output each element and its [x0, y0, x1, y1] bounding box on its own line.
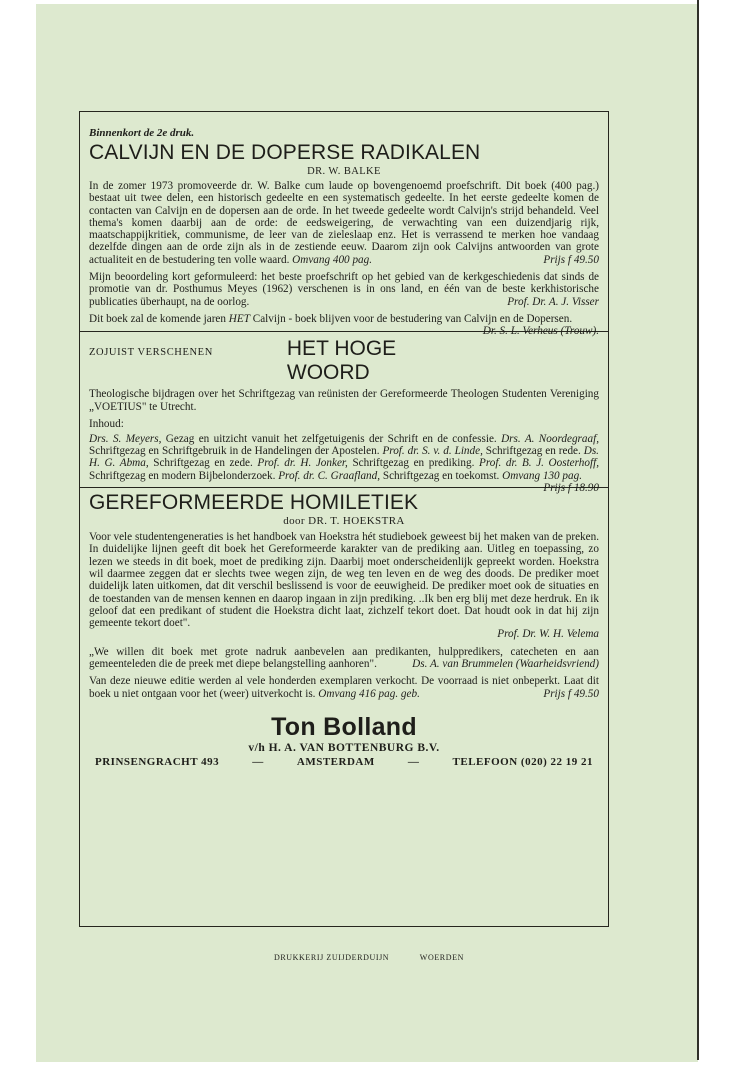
section2-kicker: ZOJUIST VERSCHENEN — [89, 347, 213, 359]
section1-paragraph2-signature: Prof. Dr. A. J. Visser — [507, 295, 599, 308]
publisher-city: AMSTERDAM — [296, 755, 375, 768]
publisher-name: Ton Bolland — [271, 712, 417, 741]
publisher-dash-1: — — [252, 755, 264, 768]
section2-header — [89, 337, 483, 385]
section1-paragraph3-text-a: Dit boek zal de komende jaren — [89, 312, 229, 325]
contents-item-author: Drs. A. Noordegraaf, — [501, 432, 599, 445]
section1-paragraph3 — [89, 312, 599, 338]
contents-item-author: Prof. dr. B. J. Oosterhoff, — [479, 457, 599, 470]
section3-price: Prijs f 49.50 — [543, 687, 599, 700]
section3-paragraph3-text: Van deze nieuwe editie werden al vele honderden exemplaren verkocht. De voorraad is niet onbeperkt. Laat dit boek u niet ontgaan voor het (weer) uitverkocht is. — [89, 675, 599, 700]
publisher-dash-2: — — [407, 755, 420, 768]
section1-paragraph3-text-b: Calvijn - boek blijven voor de bestudering van Calvijn en de Dopersen. — [249, 312, 573, 325]
section3-title: GEREFORMEERDE HOMILETIEK — [89, 491, 419, 515]
contents-item-title: Schriftgezag en prediking. — [347, 457, 479, 470]
divider-2 — [80, 487, 608, 488]
section3-paragraph1-signature: Prof. Dr. W. H. Velema — [497, 628, 599, 641]
publisher-sub: v/h H. A. VAN BOTTENBURG B.V. — [248, 741, 440, 754]
section1-paragraph1-text: In de zomer 1973 promoveerde dr. W. Balke cum laude op bovengenoemd proefschrift. Dit boek (400 pag.) bestaat uit twee delen, een historisch gedeelte en een systematisch gedeelte. In het eerste gedeelte komen de contacten van Calvijn en de dopersen aan de orde. In het tweede gedeelte wordt Calvijn's strijd behandeld. Veel thema's komen daarbij aan de orde: de eedsweigering, de verwachting van een duizendjarig rijk, maatschappijkritiek, communisme, de leer van de zieleslaap enz. Het is verrassend te merken hoe vandaag dezelfde dingen aan de orde zijn als in de zestiende eeuw. Daarom zijn ook Calvijns antwoorden van grote actualiteit en de bestudering ten volle waard. — [89, 180, 599, 266]
section1-kicker: Binnenkort de 2e druk. — [89, 127, 195, 139]
printer-name: DRUKKERIJ ZUIJDERDUIJN — [273, 953, 390, 962]
contents-item-title: Schriftgezag en toekomst. — [380, 469, 503, 482]
contents-item-author: Prof. dr. C. Graafland, — [278, 469, 381, 482]
section1-price: Prijs f 49.50 — [543, 253, 599, 266]
printer-city: WOERDEN — [419, 953, 464, 962]
section1-size: Omvang 400 pag. — [292, 253, 373, 266]
section2-contents-list — [89, 432, 599, 495]
contents-item-author: Prof. dr. S. v. d. Linde, — [382, 445, 483, 458]
contents-item-author: Drs. S. Meyers, — [89, 432, 162, 445]
section2-title: HET HOGE WOORD — [286, 337, 397, 385]
section1-paragraph2 — [89, 271, 599, 308]
section3-paragraph2 — [89, 646, 599, 671]
printer-line — [0, 953, 738, 962]
section1-paragraph2-text: Mijn beoordeling kort geformuleerd: het beste proefschrift op het gebied van de kerkgeschiedenis dat sinds de promotie van dr. Posthumus Meyes (1962) verschenen is in ons land, en één van de beste kerkhistorische publicaties überhaupt, na de oorlog. — [89, 271, 599, 308]
section3-paragraph1: Voor vele studentengeneraties is het handboek van Hoekstra hét studieboek geweest bij het maken van de preken. In duidelijke lijnen geeft dit boek het Gereformeerde karakter van de prediking aan. Uitleg en toepassing, zo lezen we steeds in dit boek, moet de prediking zijn. Daarbij moet onderscheidenlijk gepreekt worden. Hoekstra wil daarmee zeggen dat er slechts twee wegen zijn, de weg ten leven en de weg des doods. De prediker moet duidelijk laten uitkomen, dat dit verschil beslissend is voor de eeuwigheid. De prediker moet ook de situaties en de toestanden van de mensen kennen en daarop ingaan in zijn prediking. ..Ik ben erg blij met deze herdruk. En ik geloof dat een predikant of student die Hoekstra dicht laat, zichzelf tekort doet. Dat houdt ook in dat hij zijn gemeente tekort doet". — [89, 531, 599, 630]
publisher-address: PRINSENGRACHT 493 — [95, 755, 220, 768]
publisher-phone: TELEFOON (020) 22 19 21 — [452, 755, 593, 768]
contents-item-author: Ds. H. G. Abma, — [89, 445, 599, 470]
contents-item-title: Gezag en uitzicht vanuit het zelfgetuigenis der Schrift en de confessie. — [161, 432, 502, 445]
section3-paragraph3 — [89, 675, 599, 700]
section2-price: Prijs f 18.90 — [543, 482, 599, 495]
advertisement-frame — [79, 111, 609, 927]
contents-item-title: Schriftgezag en zede. — [148, 457, 258, 470]
section3-size: Omvang 416 pag. geb. — [318, 687, 420, 700]
section1-paragraph3-signature: Dr. S. L. Verheus (Trouw). — [482, 325, 599, 338]
section1-paragraph1 — [89, 180, 599, 266]
section1-title: CALVIJN EN DE DOPERSE RADIKALEN — [89, 141, 481, 164]
contents-item-title: Schriftgezag en modern Bijbelonderzoek. — [89, 469, 279, 482]
section1-paragraph3-het: HET — [228, 312, 250, 325]
section2-subtitle: Theologische bijdragen over het Schriftgezag van reünisten der Gereformeerde Theologen Studenten Vereniging „VOETIUS" te Utrecht. — [89, 388, 599, 413]
contents-item-author: Prof. dr. H. Jonker, — [257, 457, 348, 470]
section3-author: door DR. T. HOEKSTRA — [283, 515, 405, 528]
section1-author: DR. W. BALKE — [307, 166, 381, 177]
publisher-address-line — [89, 756, 599, 768]
page-edge — [697, 0, 699, 1060]
section3-paragraph2-signature: Ds. A. van Brummelen (Waarheidsvriend) — [412, 658, 599, 671]
contents-item-title: Schriftgezag en Schriftgebruik in de Handelingen der Apostelen. — [89, 445, 383, 458]
section2-contents-label: Inhoud: — [89, 417, 124, 430]
section2-size: Omvang 130 pag. — [502, 469, 583, 482]
section3-paragraph2-text: „We willen dit boek met grote nadruk aanbevelen aan predikanten, hulppredikers, catecheten en aan gemeenteleden die de preek met diepe belangstelling aanhoren". — [89, 645, 599, 671]
contents-item-title: Schriftgezag en rede. — [482, 445, 584, 458]
